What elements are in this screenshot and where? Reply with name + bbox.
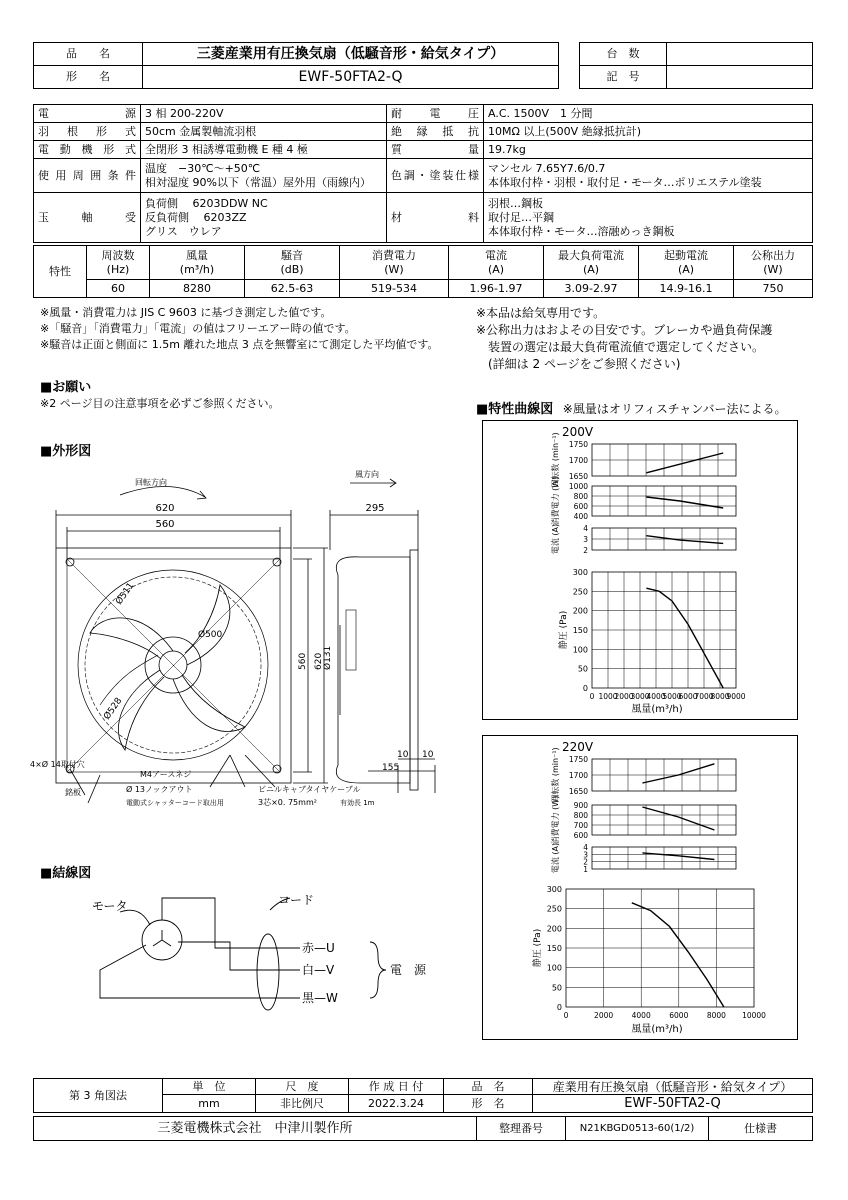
material-value-2: 取付足…平鋼	[488, 210, 554, 224]
x-tick-label: 2000	[594, 1011, 614, 1020]
power-label: 電 源	[390, 963, 427, 977]
request-title: ■お願い	[40, 380, 92, 395]
char-header	[449, 246, 544, 280]
wiring-title: ■結線図	[40, 866, 92, 881]
earth-label: M4アースネジ	[140, 770, 192, 779]
cable-length: 有効長 1m	[340, 799, 375, 807]
x-tick-label: 6000	[678, 692, 698, 701]
y-tick-label: 100	[546, 963, 562, 973]
char-value: 3.09-2.97	[544, 280, 639, 298]
spec-table	[33, 104, 813, 243]
env-value	[141, 159, 387, 193]
product-value: 三菱産業用有圧換気扇（低騒音形・給気タイプ）	[143, 43, 559, 66]
outline-drawing	[30, 465, 460, 830]
y-tick-label: 50	[577, 664, 588, 674]
y-axis-label: 静圧 (Pa)	[559, 610, 569, 650]
bearing-value-2: 反負荷側 6203ZZ	[145, 210, 247, 224]
footer-model-label: 形 名	[444, 1095, 533, 1113]
y-tick-label: 250	[546, 904, 562, 914]
unit-label: 単 位	[163, 1079, 256, 1095]
plate-label: 銘板	[65, 788, 81, 797]
footer-product-value: 産業用有圧換気扇（低騒音形・給気タイプ）	[533, 1079, 813, 1095]
char-value: 750	[734, 280, 813, 298]
x-tick-label: 9000	[726, 692, 746, 701]
note-line: ※「騒音」「消費電力」「電流」の値はフリーエアー時の値です。	[40, 322, 356, 335]
color-value	[484, 159, 813, 193]
notes-left	[40, 305, 439, 353]
char-header-unit: (W)	[763, 262, 783, 276]
cable-label: ビニルキャブタイヤケーブル	[258, 785, 361, 794]
y-tick-label: 300	[572, 568, 588, 577]
env-label: 使用周囲条件	[34, 159, 141, 193]
insulation-label: 絶縁抵抗	[387, 123, 484, 141]
char-header	[245, 246, 340, 280]
cord-label: コード	[278, 893, 315, 907]
char-header	[639, 246, 734, 280]
char-header-unit: (m³/h)	[179, 262, 215, 276]
y-tick-label: 400	[573, 512, 588, 521]
wire-red: 赤—U	[302, 941, 335, 955]
scale-value: 非比例尺	[256, 1095, 349, 1113]
motor-label: 電動機形式	[34, 141, 141, 159]
x-axis-label: 風量(m³/h)	[631, 704, 683, 715]
char-header-unit: (dB)	[280, 262, 304, 276]
char-value: 8280	[150, 280, 245, 298]
y-tick-label: 100	[572, 645, 588, 655]
x-tick-label: 4000	[631, 1011, 651, 1020]
y-tick-label: 1750	[568, 440, 588, 449]
x-tick-label: 8000	[710, 692, 730, 701]
material-label: 材料	[387, 193, 484, 243]
series-line	[646, 536, 723, 544]
insulation-value: 10MΩ 以上(500V 絶縁抵抗計)	[484, 123, 813, 141]
characteristics-table	[33, 245, 813, 298]
char-header-name: 電流	[485, 248, 507, 262]
char-header-name: 最大負荷電流	[558, 248, 624, 262]
holes-label: 4×Ø 14取付穴	[30, 760, 85, 769]
y-tick-label: 4	[583, 524, 588, 533]
y-tick-label: 800	[573, 811, 588, 820]
char-header-unit: (A)	[677, 262, 695, 276]
y-axis-label: 消費電力 (W)	[551, 476, 560, 526]
chart-frame	[483, 736, 798, 1040]
x-tick-label: 7000	[694, 692, 714, 701]
color-value-2: 本体取付枠・羽根・取付足・モータ…ポリエステル塗装	[488, 175, 762, 189]
dim-10b: 10	[422, 750, 434, 760]
char-label: 特性	[34, 246, 87, 298]
dim-155: 155	[382, 763, 400, 773]
dim-295: 295	[365, 503, 385, 514]
y-tick-label: 1750	[568, 755, 588, 764]
footer-model-value: EWF-50FTA2-Q	[533, 1095, 813, 1113]
note-line: (詳細は 2 ページをご参照ください)	[476, 357, 681, 371]
note-line: ※公称出力はおよその目安です。ブレーカや過負荷保護	[476, 323, 773, 337]
rotation-label: 回転方向	[135, 478, 167, 487]
qty-value	[667, 43, 813, 66]
chart-200v	[482, 420, 798, 720]
company-name: 三菱電機株式会社 中津川製作所	[34, 1117, 477, 1141]
motor-label: モータ	[92, 899, 128, 913]
y-tick-label: 250	[572, 587, 588, 597]
series-line	[646, 497, 723, 508]
material-value-1: 羽根…鋼板	[488, 196, 543, 210]
char-header-name: 消費電力	[372, 248, 416, 262]
char-header-name: 周波数	[101, 248, 135, 262]
qty-label: 台 数	[580, 43, 667, 66]
model-label: 形 名	[34, 66, 143, 89]
char-value: 519-534	[340, 280, 449, 298]
y-tick-label: 1700	[568, 456, 588, 465]
wind-label: 風方向	[355, 470, 379, 479]
y-tick-label: 1650	[568, 472, 588, 481]
blade-label: 羽根形式	[34, 123, 141, 141]
y-axis-label: 消費電力 (W)	[551, 795, 560, 845]
dia-500: Ø500	[198, 630, 223, 640]
dim-620-side: 620	[314, 652, 324, 670]
projection-label: 第 3 角図法	[34, 1079, 163, 1113]
x-tick-label: 8000	[706, 1011, 726, 1020]
y-axis-label: 回転数 (min⁻¹)	[551, 432, 560, 488]
note-line: ※本品は給気専用です。	[476, 306, 606, 320]
dim-620: 620	[155, 503, 175, 514]
y-tick-label: 700	[573, 821, 588, 830]
note-line: ※風量・消費電力は JIS C 9603 に基づき測定した値です。	[40, 306, 332, 319]
env-value-1: 温度 −30℃〜+50℃	[145, 161, 261, 175]
char-header	[87, 246, 150, 280]
scale-label: 尺 度	[256, 1079, 349, 1095]
char-header-unit: (A)	[582, 262, 600, 276]
y-tick-label: 600	[573, 502, 588, 511]
color-label: 色調・塗装仕様	[387, 159, 484, 193]
note-line: 装置の選定は最大負荷電流値で選定してください。	[476, 340, 765, 354]
request-text: ※2 ページ目の注意事項を必ずご参照ください。	[40, 397, 280, 410]
y-axis-label: 回転数 (min⁻¹)	[551, 747, 560, 803]
notes-right	[476, 305, 772, 373]
color-value-1: マンセル 7.65Y7.6/0.7	[488, 161, 606, 175]
curve-heading	[476, 398, 786, 417]
dia-131: Ø131	[323, 645, 333, 670]
char-header	[734, 246, 813, 280]
qty-table	[579, 42, 813, 89]
bearing-value-3: グリス ウレア	[145, 224, 222, 238]
char-header-name: 騒音	[281, 248, 303, 262]
env-value-2: 相対湿度 90%以下（常温）屋外用（雨線内）	[145, 175, 371, 189]
series-line	[642, 853, 714, 860]
char-header-unit: (W)	[384, 262, 404, 276]
y-axis-label: 静圧 (Pa)	[533, 928, 543, 968]
footer-product-label: 品 名	[444, 1079, 533, 1095]
x-axis-label: 風量(m³/h)	[631, 1024, 683, 1035]
outline-title: ■外形図	[40, 444, 92, 459]
mass-value: 19.7kg	[484, 141, 813, 159]
x-tick-label: 3000	[630, 692, 650, 701]
y-tick-label: 1650	[568, 787, 588, 796]
mass-label: 質量	[387, 141, 484, 159]
y-tick-label: 1700	[568, 771, 588, 780]
x-tick-label: 0	[563, 1011, 569, 1020]
blade-value: 50cm 金属製軸流羽根	[141, 123, 387, 141]
y-tick-label: 0	[582, 684, 588, 693]
y-axis-label: 電流 (A)	[551, 842, 560, 874]
curve-note: ※風量はオリフィスチャンバー法による。	[562, 402, 787, 416]
symbol-value	[667, 66, 813, 89]
x-tick-label: 1000	[598, 692, 618, 701]
y-tick-label: 2	[583, 857, 588, 867]
dim-560-side: 560	[298, 652, 308, 670]
wire-white: 白—V	[302, 963, 335, 977]
shutter-cord-label: 電動式シャッターコード取出用	[126, 799, 224, 807]
y-tick-label: 200	[546, 924, 562, 934]
doc-type: 仕様書	[709, 1117, 813, 1141]
knockout-label: Ø 13ノックアウト	[126, 785, 193, 794]
material-value-3: 本体取付枠・モータ…溶融めっき鋼板	[488, 224, 675, 238]
y-tick-label: 2	[583, 546, 588, 555]
y-tick-label: 3	[583, 850, 588, 860]
y-tick-label: 300	[546, 885, 562, 894]
doc-value: N21KBGD0513-60(1/2)	[566, 1117, 709, 1141]
y-tick-label: 3	[583, 535, 588, 544]
wire-black: 黒—W	[302, 991, 338, 1005]
bearing-label: 玉軸受	[34, 193, 141, 243]
power-value: 3 相 200-220V	[141, 105, 387, 123]
wiring-diagram	[80, 890, 440, 1020]
y-tick-label: 1000	[568, 482, 588, 491]
unit-value: mm	[163, 1095, 256, 1113]
y-tick-label: 200	[572, 606, 588, 616]
char-value: 1.96-1.97	[449, 280, 544, 298]
char-value: 62.5-63	[245, 280, 340, 298]
footer-table	[33, 1078, 813, 1113]
doc-label: 整理番号	[477, 1117, 566, 1141]
char-header-name: 起動電流	[664, 248, 708, 262]
y-tick-label: 600	[573, 831, 588, 840]
char-value: 14.9-16.1	[639, 280, 734, 298]
model-value: EWF-50FTA2-Q	[143, 66, 559, 89]
char-header	[150, 246, 245, 280]
date-label: 作 成 日 付	[349, 1079, 444, 1095]
chart-title: 200V	[562, 425, 594, 439]
x-tick-label: 6000	[669, 1011, 689, 1020]
char-header-unit: (A)	[487, 262, 505, 276]
series-line	[632, 903, 724, 1007]
dia-511: Ø511	[114, 581, 137, 607]
cable-spec: 3芯×0. 75mm²	[258, 798, 317, 807]
y-tick-label: 0	[556, 1003, 562, 1012]
series-line	[642, 807, 714, 830]
date-value: 2022.3.24	[349, 1095, 444, 1113]
series-line	[642, 764, 714, 783]
y-tick-label: 900	[573, 801, 588, 810]
footer-table-2	[33, 1116, 813, 1141]
x-tick-label: 5000	[662, 692, 682, 701]
bearing-value-1: 負荷側 6203DDW NC	[145, 196, 268, 210]
power-label: 電源	[34, 105, 141, 123]
material-value	[484, 193, 813, 243]
chart-220v	[482, 735, 798, 1040]
symbol-label: 記 号	[580, 66, 667, 89]
y-axis-label: 電流 (A)	[551, 523, 560, 555]
y-tick-label: 50	[551, 983, 562, 993]
series-line	[646, 588, 723, 688]
char-header-unit: (Hz)	[106, 262, 130, 276]
note-line: ※騒音は正面と側面に 1.5m 離れた地点 3 点を無響室にて測定した平均値です。	[40, 338, 439, 351]
series-line	[646, 453, 723, 473]
dim-10a: 10	[397, 750, 409, 760]
header-table	[33, 42, 559, 89]
withstand-value: A.C. 1500V 1 分間	[484, 105, 813, 123]
product-label: 品 名	[34, 43, 143, 66]
y-tick-label: 800	[573, 492, 588, 501]
char-header	[544, 246, 639, 280]
char-value: 60	[87, 280, 150, 298]
bearing-value	[141, 193, 387, 243]
y-tick-label: 150	[572, 626, 588, 635]
dia-528: Ø528	[102, 696, 125, 722]
char-header-name: 公称出力	[751, 248, 795, 262]
motor-value: 全閉形 3 相誘導電動機 E 種 4 極	[141, 141, 387, 159]
x-tick-label: 4000	[646, 692, 666, 701]
x-tick-label: 0	[589, 692, 595, 701]
y-tick-label: 150	[546, 944, 562, 953]
char-header-name: 風量	[186, 248, 208, 262]
curve-title: ■特性曲線図	[476, 402, 554, 417]
chart-title: 220V	[562, 740, 594, 754]
char-header	[340, 246, 449, 280]
x-tick-label: 10000	[742, 1011, 766, 1020]
withstand-label: 耐電圧	[387, 105, 484, 123]
dim-560: 560	[155, 519, 175, 530]
y-tick-label: 4	[583, 843, 588, 852]
y-tick-label: 1	[583, 865, 588, 874]
x-tick-label: 2000	[614, 692, 634, 701]
